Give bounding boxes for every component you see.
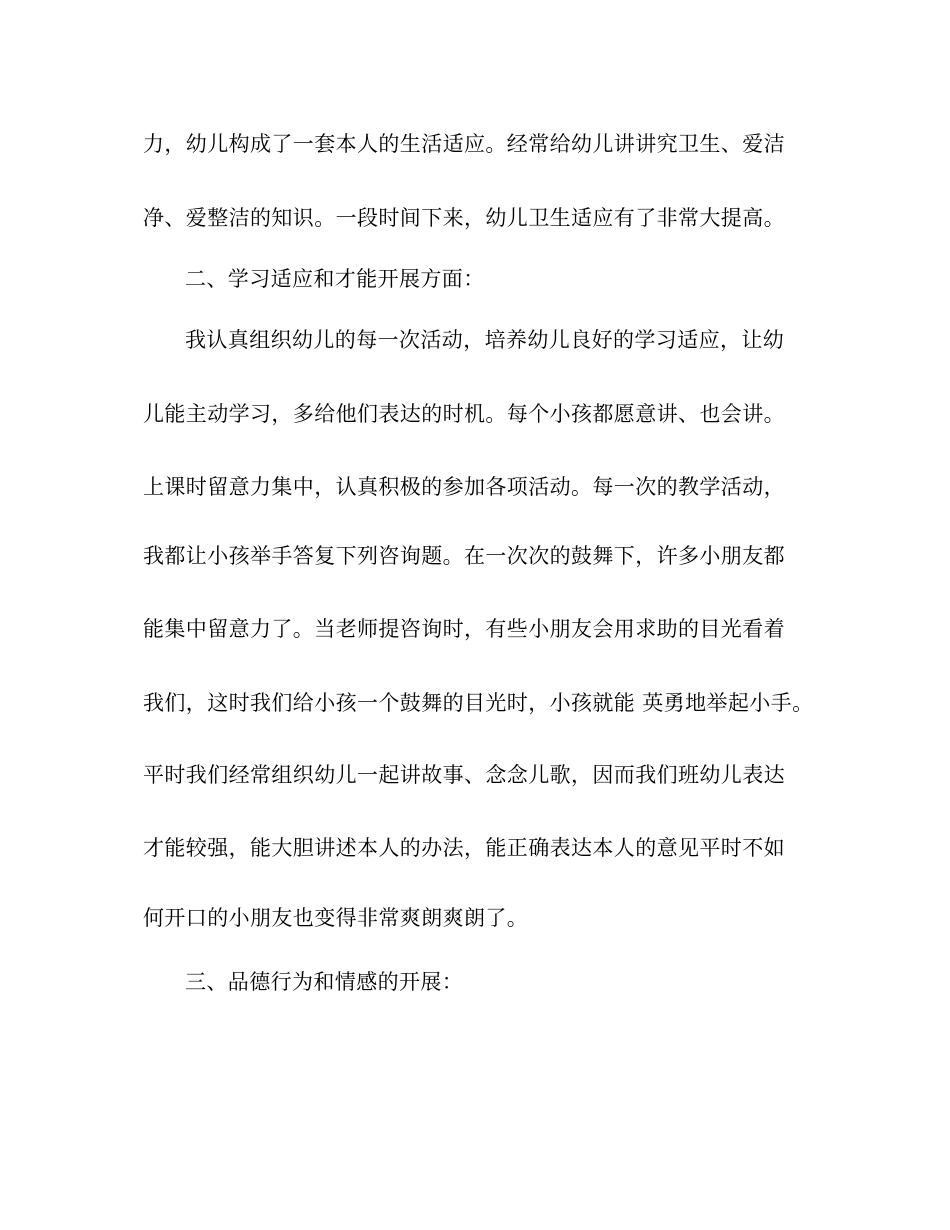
paragraph-line: 我认真组织幼儿的每一次活动，培养幼儿良好的学习适应，让幼 bbox=[185, 328, 785, 352]
section-heading: 三、品德行为和情感的开展： bbox=[185, 970, 464, 994]
paragraph-line: 上课时留意力集中，认真积极的参加各项活动。每一次的教学活动， bbox=[143, 475, 785, 499]
paragraph-line: 能集中留意力了。当老师提咨询时，有些小朋友会用求助的目光看着 bbox=[143, 617, 785, 641]
paragraph-line: 儿能主动学习，多给他们表达的时机。每个小孩都愿意讲、也会讲。 bbox=[143, 402, 785, 426]
paragraph-line: 才能较强，能大胆讲述本人的办法，能正确表达本人的意见平时不如 bbox=[143, 836, 785, 860]
paragraph-line: 我们，这时我们给小孩一个鼓舞的目光时，小孩就能 英勇地举起小手。 bbox=[143, 691, 814, 715]
paragraph-line: 何开口的小朋友也变得非常爽朗爽朗了。 bbox=[143, 906, 529, 930]
paragraph-line: 平时我们经常组织幼儿一起讲故事、念念儿歌，因而我们班幼儿表达 bbox=[143, 763, 785, 787]
paragraph-line: 净、爱整洁的知识。一段时间下来，幼儿卫生适应有了非常大提高。 bbox=[143, 206, 785, 230]
section-heading: 二、学习适应和才能开展方面： bbox=[185, 267, 485, 291]
paragraph-line: 力，幼儿构成了一套本人的生活适应。经常给幼儿讲讲究卫生、爱洁 bbox=[143, 132, 785, 156]
paragraph-line: 我都让小孩举手答复下列咨询题。在一次次的鼓舞下，许多小朋友都 bbox=[143, 544, 785, 568]
